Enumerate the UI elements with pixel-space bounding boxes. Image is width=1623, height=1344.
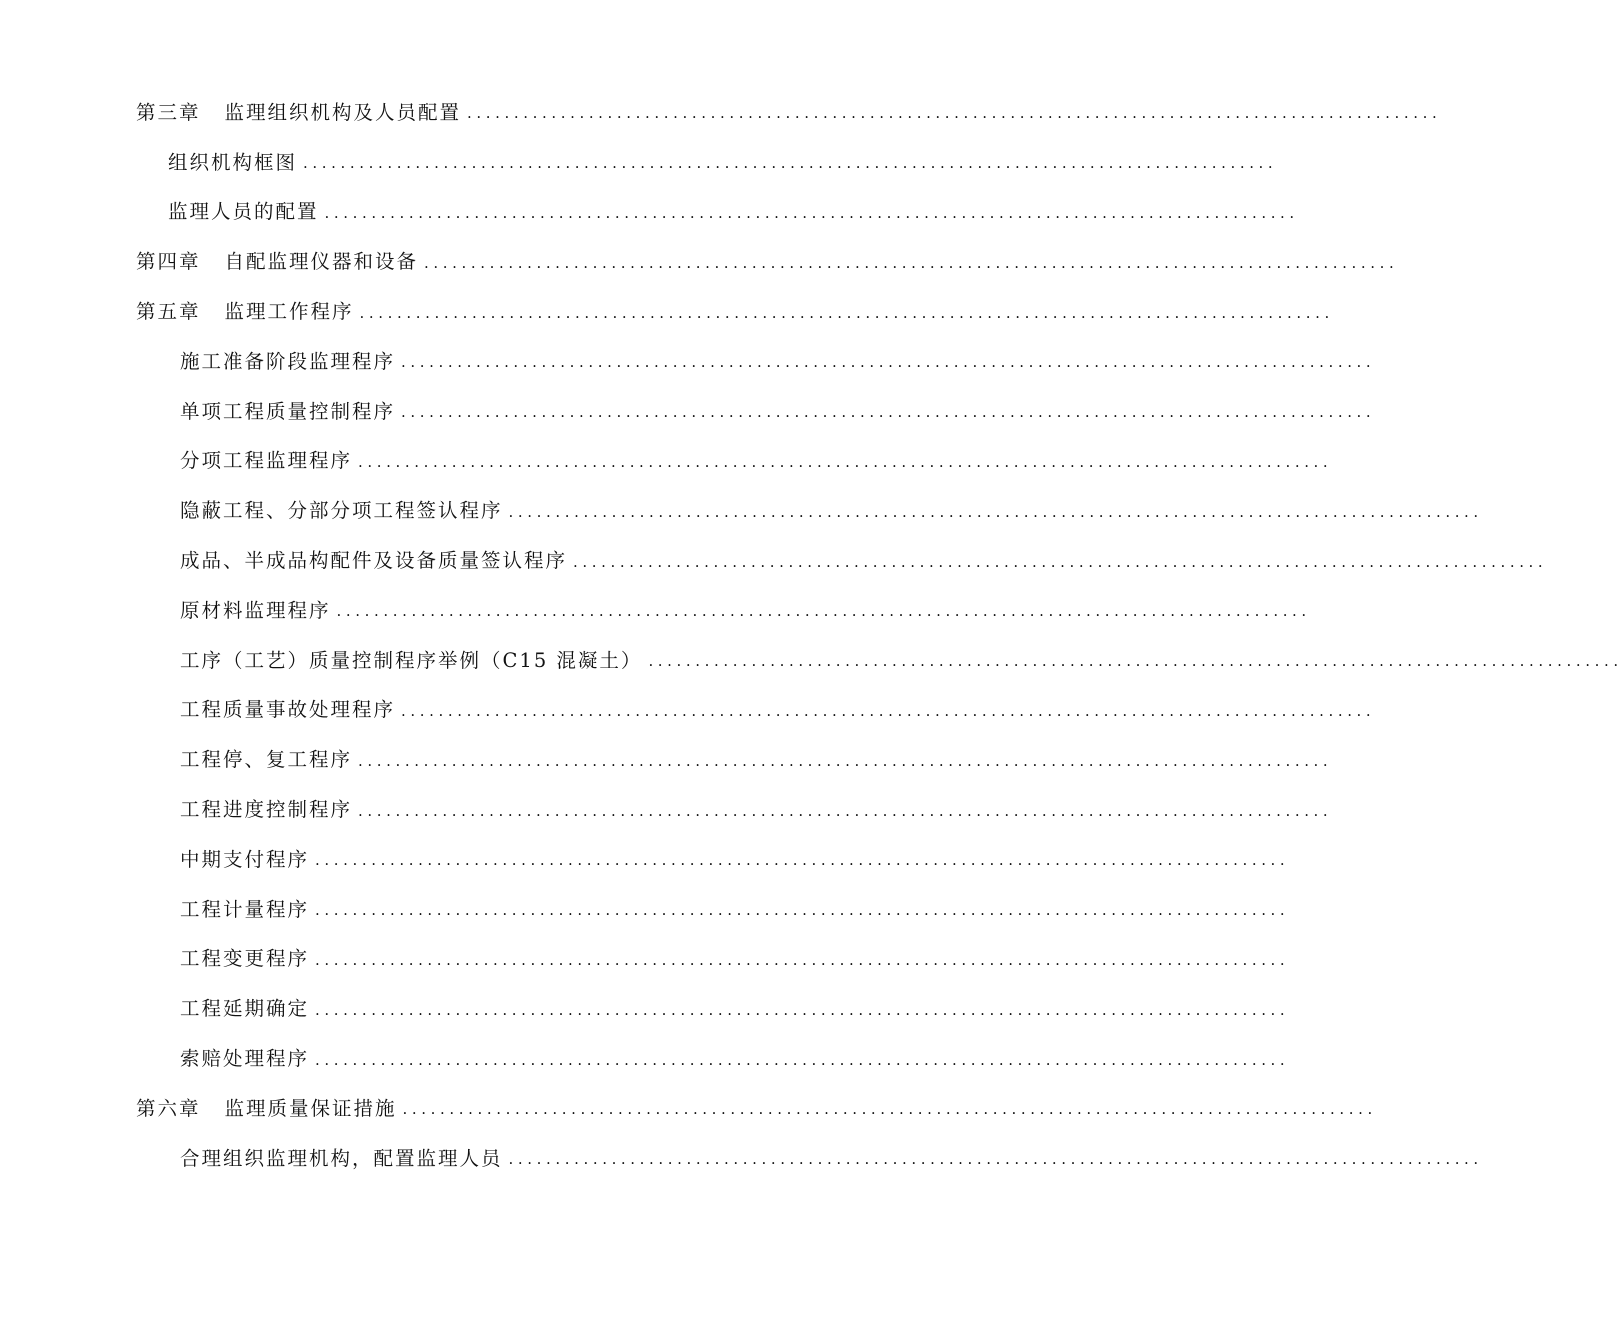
toc-entry-title: 成品、半成品构配件及设备质量签认程序	[180, 549, 568, 573]
toc-dot-leader: ........................................................................................................	[315, 950, 1290, 969]
toc-entry-title: 工程延期确定	[180, 997, 310, 1021]
toc-section-entry	[0, 435, 1333, 485]
toc-chapter-number: 第三章	[136, 100, 201, 124]
toc-chapter-number: 第五章	[136, 300, 201, 324]
toc-chapter-entry	[0, 285, 1334, 335]
toc-dot-leader: ........................................................................................................	[336, 602, 1311, 621]
toc-section-entry	[0, 1032, 1290, 1082]
toc-dot-leader: ........................................................................................................	[508, 502, 1483, 521]
toc-entry-title: 工程进度控制程序	[180, 798, 353, 822]
toc-entry-title: 中期支付程序	[180, 847, 310, 871]
toc-dot-leader: ........................................................................................................	[648, 652, 1623, 671]
toc-entry-title: 隐蔽工程、分部分项工程签认程序	[180, 499, 503, 523]
toc-entry-title: 监理组织机构及人员配置	[224, 100, 462, 124]
toc-entry-title: 工程停、复工程序	[180, 748, 353, 772]
toc-section-entry	[0, 883, 1290, 933]
toc-entry-title: 工程质量事故处理程序	[180, 698, 396, 722]
toc-section-entry	[0, 186, 1299, 236]
table-of-contents	[0, 86, 1623, 1182]
toc-section-entry	[0, 385, 1376, 435]
toc-dot-leader: ........................................................................................................	[315, 901, 1290, 920]
toc-chapter-number: 第六章	[136, 1096, 201, 1120]
toc-section-entry	[0, 534, 1548, 584]
toc-entry-title: 工序（工艺）质量控制程序举例（C15 混凝土）	[180, 648, 643, 672]
toc-section-entry	[0, 484, 1483, 534]
toc-dot-leader: ........................................................................................................	[402, 1100, 1377, 1119]
toc-dot-leader: ........................................................................................................	[315, 851, 1290, 870]
toc-dot-leader: ........................................................................................................	[358, 801, 1333, 820]
toc-dot-leader: ........................................................................................................	[508, 1150, 1483, 1169]
toc-chapter-entry	[0, 235, 1399, 285]
toc-dot-leader: ........................................................................................................	[573, 552, 1548, 571]
toc-entry-title: 监理人员的配置	[168, 200, 319, 224]
toc-section-entry	[0, 733, 1333, 783]
toc-section-entry	[0, 933, 1290, 983]
toc-section-entry	[0, 1132, 1483, 1182]
toc-dot-leader: ........................................................................................................	[467, 104, 1442, 123]
toc-dot-leader: ........................................................................................................	[358, 452, 1333, 471]
toc-entry-title: 组织机构框图	[168, 150, 298, 174]
toc-entry-title: 索赔处理程序	[180, 1047, 310, 1071]
toc-dot-leader: ........................................................................................................	[303, 154, 1278, 173]
toc-dot-leader: ........................................................................................................	[359, 303, 1334, 322]
toc-section-entry	[0, 136, 1278, 186]
toc-dot-leader: ........................................................................................................	[358, 751, 1333, 770]
toc-dot-leader: ........................................................................................................	[401, 403, 1376, 422]
toc-section-entry	[0, 833, 1290, 883]
toc-entry-title: 工程变更程序	[180, 947, 310, 971]
toc-chapter-entry	[0, 1082, 1377, 1132]
toc-entry-title: 单项工程质量控制程序	[180, 399, 396, 423]
toc-section-entry	[0, 335, 1376, 385]
toc-entry-title: 监理质量保证措施	[224, 1096, 397, 1120]
toc-entry-title: 分项工程监理程序	[180, 449, 353, 473]
toc-chapter-entry	[0, 86, 1442, 136]
toc-dot-leader: ........................................................................................................	[401, 701, 1376, 720]
toc-dot-leader: ........................................................................................................	[424, 253, 1399, 272]
toc-dot-leader: ........................................................................................................	[324, 203, 1299, 222]
toc-entry-title: 工程计量程序	[180, 897, 310, 921]
toc-section-entry	[0, 584, 1311, 634]
toc-dot-leader: ........................................................................................................	[315, 1000, 1290, 1019]
toc-entry-title: 施工准备阶段监理程序	[180, 349, 396, 373]
toc-entry-title: 自配监理仪器和设备	[224, 250, 419, 274]
toc-section-entry	[0, 982, 1290, 1032]
toc-section-entry	[0, 684, 1376, 734]
toc-section-entry	[0, 634, 1623, 684]
toc-chapter-number: 第四章	[136, 250, 201, 274]
toc-entry-title: 原材料监理程序	[180, 598, 331, 622]
toc-entry-title: 监理工作程序	[224, 300, 354, 324]
toc-section-entry	[0, 783, 1333, 833]
toc-dot-leader: ........................................................................................................	[401, 353, 1376, 372]
toc-entry-title: 合理组织监理机构，配置监理人员	[180, 1146, 503, 1170]
toc-dot-leader: ........................................................................................................	[315, 1050, 1290, 1069]
